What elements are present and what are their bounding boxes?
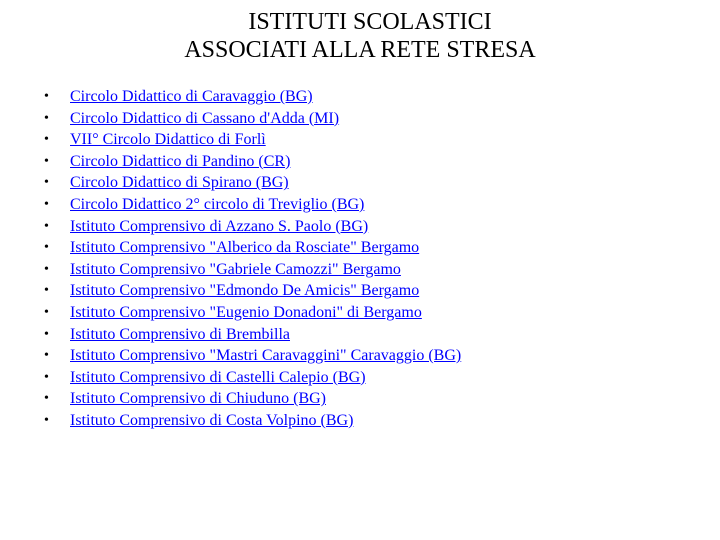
school-link[interactable]: Circolo Didattico di Caravaggio (BG): [70, 88, 313, 105]
bullet-icon: •: [44, 153, 49, 169]
school-link[interactable]: Istituto Comprensivo "Edmondo De Amicis" Bergamo: [70, 282, 420, 300]
school-link[interactable]: Istituto Comprensivo "Mastri Caravaggini" Caravaggio (BG): [70, 347, 462, 365]
school-link[interactable]: Circolo Didattico di Spirano (BG): [70, 174, 289, 192]
school-link[interactable]: Circolo Didattico di Cassano d'Adda (MI): [70, 109, 340, 127]
school-link[interactable]: Istituto Comprensivo di Azzano S. Paolo (BG): [70, 217, 369, 235]
page-title: [0, 8, 720, 64]
bullet-icon: •: [44, 175, 49, 191]
page-title-line-1: ISTITUTI SCOLASTICI: [248, 9, 492, 35]
bullet-icon: •: [44, 196, 49, 212]
bullet-icon: •: [44, 240, 49, 256]
school-link[interactable]: Istituto Comprensivo "Alberico da Rosciate" Bergamo: [70, 239, 420, 257]
school-link[interactable]: Istituto Comprensivo di Brembilla: [70, 325, 290, 343]
bullet-icon: •: [44, 132, 49, 148]
school-link[interactable]: Istituto Comprensivo di Chiuduno (BG): [70, 390, 326, 408]
bullet-icon: •: [44, 348, 49, 364]
school-link[interactable]: Istituto Comprensivo "Eugenio Donadoni" di Bergamo: [70, 303, 422, 321]
school-link[interactable]: Circolo Didattico di Pandino (CR): [70, 152, 291, 170]
bullet-icon: •: [44, 326, 49, 342]
school-link[interactable]: Istituto Comprensivo di Castelli Calepio (BG): [70, 368, 366, 386]
bullet-icon: •: [44, 110, 49, 126]
school-link[interactable]: VII° Circolo Didattico di Forlì: [70, 131, 266, 149]
school-link[interactable]: Istituto Comprensivo di Costa Volpino (BG): [70, 411, 354, 429]
page-title-line-2: ASSOCIATI ALLA RETE STRESA: [184, 37, 536, 63]
school-link[interactable]: Circolo Didattico 2° circolo di Treviglio (BG): [70, 195, 365, 213]
bullet-icon: •: [44, 412, 49, 428]
bullet-icon: •: [44, 89, 49, 104]
bullet-icon: •: [44, 283, 49, 299]
bullet-icon: •: [44, 391, 49, 407]
bullet-icon: •: [44, 304, 49, 320]
bullet-icon: •: [44, 218, 49, 234]
school-link[interactable]: Istituto Comprensivo "Gabriele Camozzi" Bergamo: [70, 260, 401, 278]
bullet-icon: •: [44, 261, 49, 277]
bullet-icon: •: [44, 369, 49, 385]
